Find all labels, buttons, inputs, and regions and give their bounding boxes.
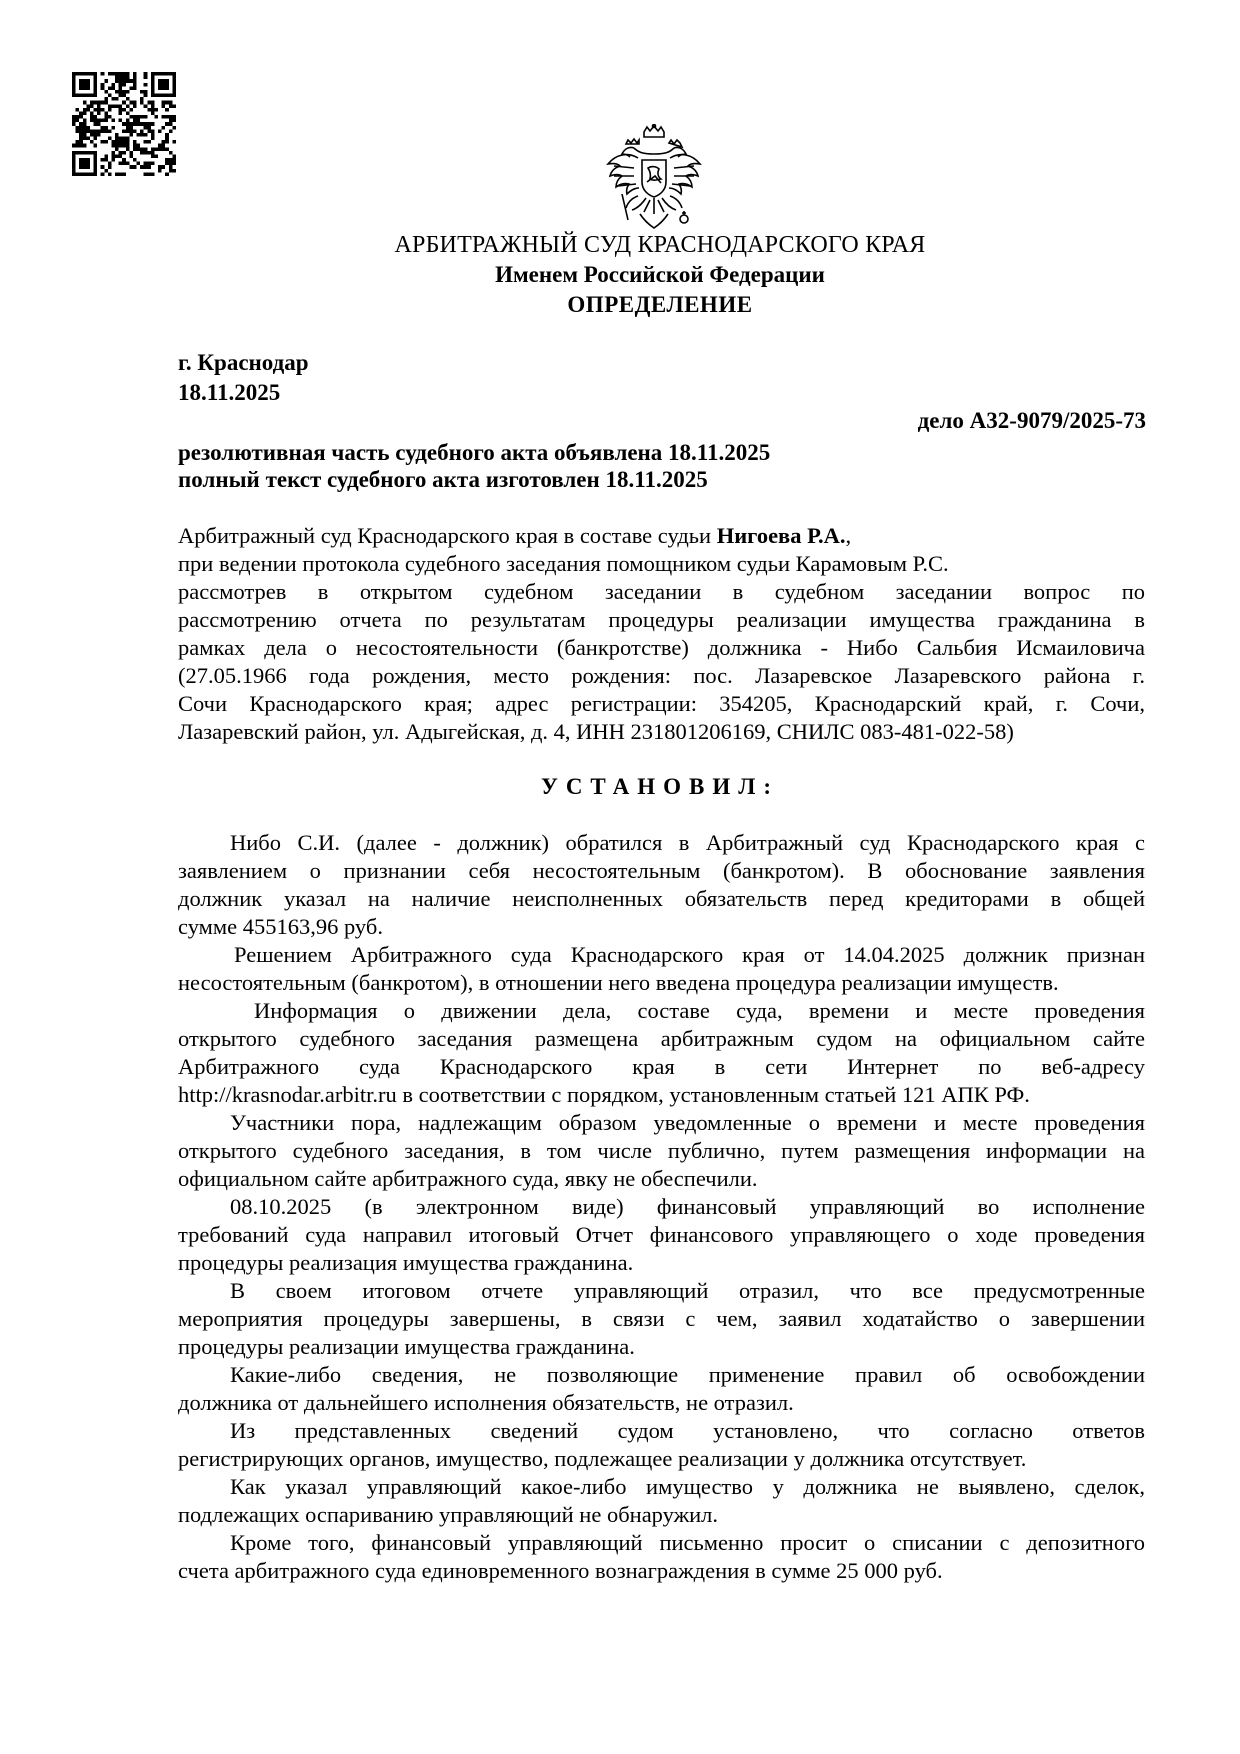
paragraph (178, 1277, 1145, 1361)
paragraph-line: официальном сайте арбитражного суда, явку не обеспечили. (178, 1166, 758, 1191)
paragraph-line: Нибо С.И. (далее - должник) обратился в Арбитражный суд Краснодарского края с (230, 830, 1145, 855)
paragraph-line: Из представленных сведений судом установлено, что согласно ответов (230, 1418, 1145, 1443)
intro-line: рассмотрев в открытом судебном заседании в судебном заседании вопрос по (178, 579, 1145, 604)
judge-name: Нигоева Р.А. (716, 523, 846, 548)
resolution-announced-line: резолютивная часть судебного акта объявлена 18.11.2025 (178, 440, 771, 465)
paragraph-line: Как указал управляющий какое-либо имущество у должника не выявлено, сделок, (230, 1474, 1145, 1499)
paragraph (178, 941, 1145, 997)
intro-block (178, 522, 1145, 746)
document-date: 18.11.2025 (178, 380, 281, 405)
paragraph-line: сумме 455163,96 руб. (178, 914, 383, 939)
paragraph-line: Кроме того, финансовый управляющий письменно просит о списании с депозитного (230, 1530, 1145, 1555)
paragraph (178, 997, 1145, 1109)
paragraph (178, 1473, 1145, 1529)
paragraph-line: процедуры реализации имущества гражданина. (178, 1334, 635, 1359)
full-text-made-line: полный текст судебного акта изготовлен 18.11.2025 (178, 467, 708, 492)
paragraph-line: регистрирующих органов, имущество, подлежащее реализации у должника отсутствует. (178, 1446, 1027, 1471)
paragraph-line: Какие-либо сведения, не позволяющие применение правил об освобождении (230, 1362, 1145, 1387)
paragraph-line: несостоятельным (банкротом), в отношении него введена процедура реализации имуществ. (178, 970, 1059, 995)
case-number: дело А32-9079/2025-73 (917, 408, 1146, 433)
paragraph-line: требований суда направил итоговый Отчет финансового управляющего о ходе проведения (178, 1222, 1145, 1247)
paragraph-line: 08.10.2025 (в электронном виде) финансовый управляющий во исполнение (230, 1194, 1145, 1219)
paragraph-line: должник указал на наличие неисполненных обязательств перед кредиторами в общей (178, 886, 1145, 911)
intro-secretary-line: при ведении протокола судебного заседания помощником судьи Карамовым Р.С. (178, 551, 949, 576)
paragraph-line: счета арбитражного суда единовременного вознаграждения в сумме 25 000 руб. (178, 1558, 943, 1583)
paragraph-line: Информация о движении дела, составе суда, времени и месте проведения (254, 998, 1145, 1023)
paragraph-line: Участники пора, надлежащим образом уведомленные о времени и месте проведения (230, 1110, 1145, 1135)
established-heading: УСТАНОВИЛ: (540, 774, 780, 799)
paragraph-line: подлежащих оспариванию управляющий не обнаружил. (178, 1502, 719, 1527)
intro-line: (27.05.1966 года рождения, место рождения: пос. Лазаревское Лазаревского района г. (178, 663, 1145, 688)
paragraph-line: В своем итоговом отчете управляющий отразил, что все предусмотренные (230, 1278, 1145, 1303)
paragraph (178, 1193, 1145, 1277)
paragraph-line: мероприятия процедуры завершены, в связи с чем, заявил ходатайство о завершении (178, 1306, 1145, 1331)
document-type: ОПРЕДЕЛЕНИЕ (567, 292, 753, 317)
main-body (178, 829, 1145, 1585)
intro-lines (178, 578, 1145, 746)
in-the-name-line: Именем Российской Федерации (495, 262, 825, 287)
paragraph (178, 1361, 1145, 1417)
city: г. Краснодар (178, 350, 309, 375)
paragraph-line: процедуры реализация имущества гражданина. (178, 1250, 634, 1275)
paragraph (178, 1417, 1145, 1473)
intro-line: Лазаревский район, ул. Адыгейская, д. 4, ИНН 231801206169, СНИЛС 083-481-022-58) (178, 719, 1014, 744)
paragraph-line: Арбитражного суда Краснодарского края в сети Интернет по веб-адресу (178, 1054, 1145, 1079)
paragraph-line: заявлением о признании себя несостоятельным (банкротом). В обоснование заявления (178, 858, 1145, 883)
paragraph-line: Решением Арбитражного суда Краснодарского края от 14.04.2025 должник признан (234, 942, 1145, 967)
paragraph-line: открытого судебного заседания, в том числе публично, путем размещения информации на (178, 1138, 1145, 1163)
paragraph-line: http://krasnodar.arbitr.ru в соответствии с порядком, установленным статьей 121 АПК РФ. (178, 1082, 1030, 1107)
intro-line: Сочи Краснодарского края; адрес регистрации: 354205, Краснодарский край, г. Сочи, (178, 691, 1145, 716)
paragraph (178, 1529, 1145, 1585)
paragraph (178, 829, 1145, 941)
coat-of-arms-icon (604, 124, 704, 232)
intro-line: рассмотрению отчета по результатам процедуры реализации имущества гражданина в (178, 607, 1145, 632)
paragraph (178, 1109, 1145, 1193)
qr-code-icon (72, 72, 176, 176)
intro-judge-line: Арбитражный суд Краснодарского края в составе судьи Нигоева Р.А., (178, 523, 852, 548)
paragraph-line: должника от дальнейшего исполнения обязательств, не отразил. (178, 1390, 794, 1415)
court-name: АРБИТРАЖНЫЙ СУД КРАСНОДАРСКОГО КРАЯ (394, 232, 926, 258)
paragraph-line: открытого судебного заседания размещена арбитражным судом на официальном сайте (178, 1026, 1145, 1051)
intro-line: рамках дела о несостоятельности (банкротстве) должника - Нибо Сальбия Исмаиловича (178, 635, 1145, 660)
